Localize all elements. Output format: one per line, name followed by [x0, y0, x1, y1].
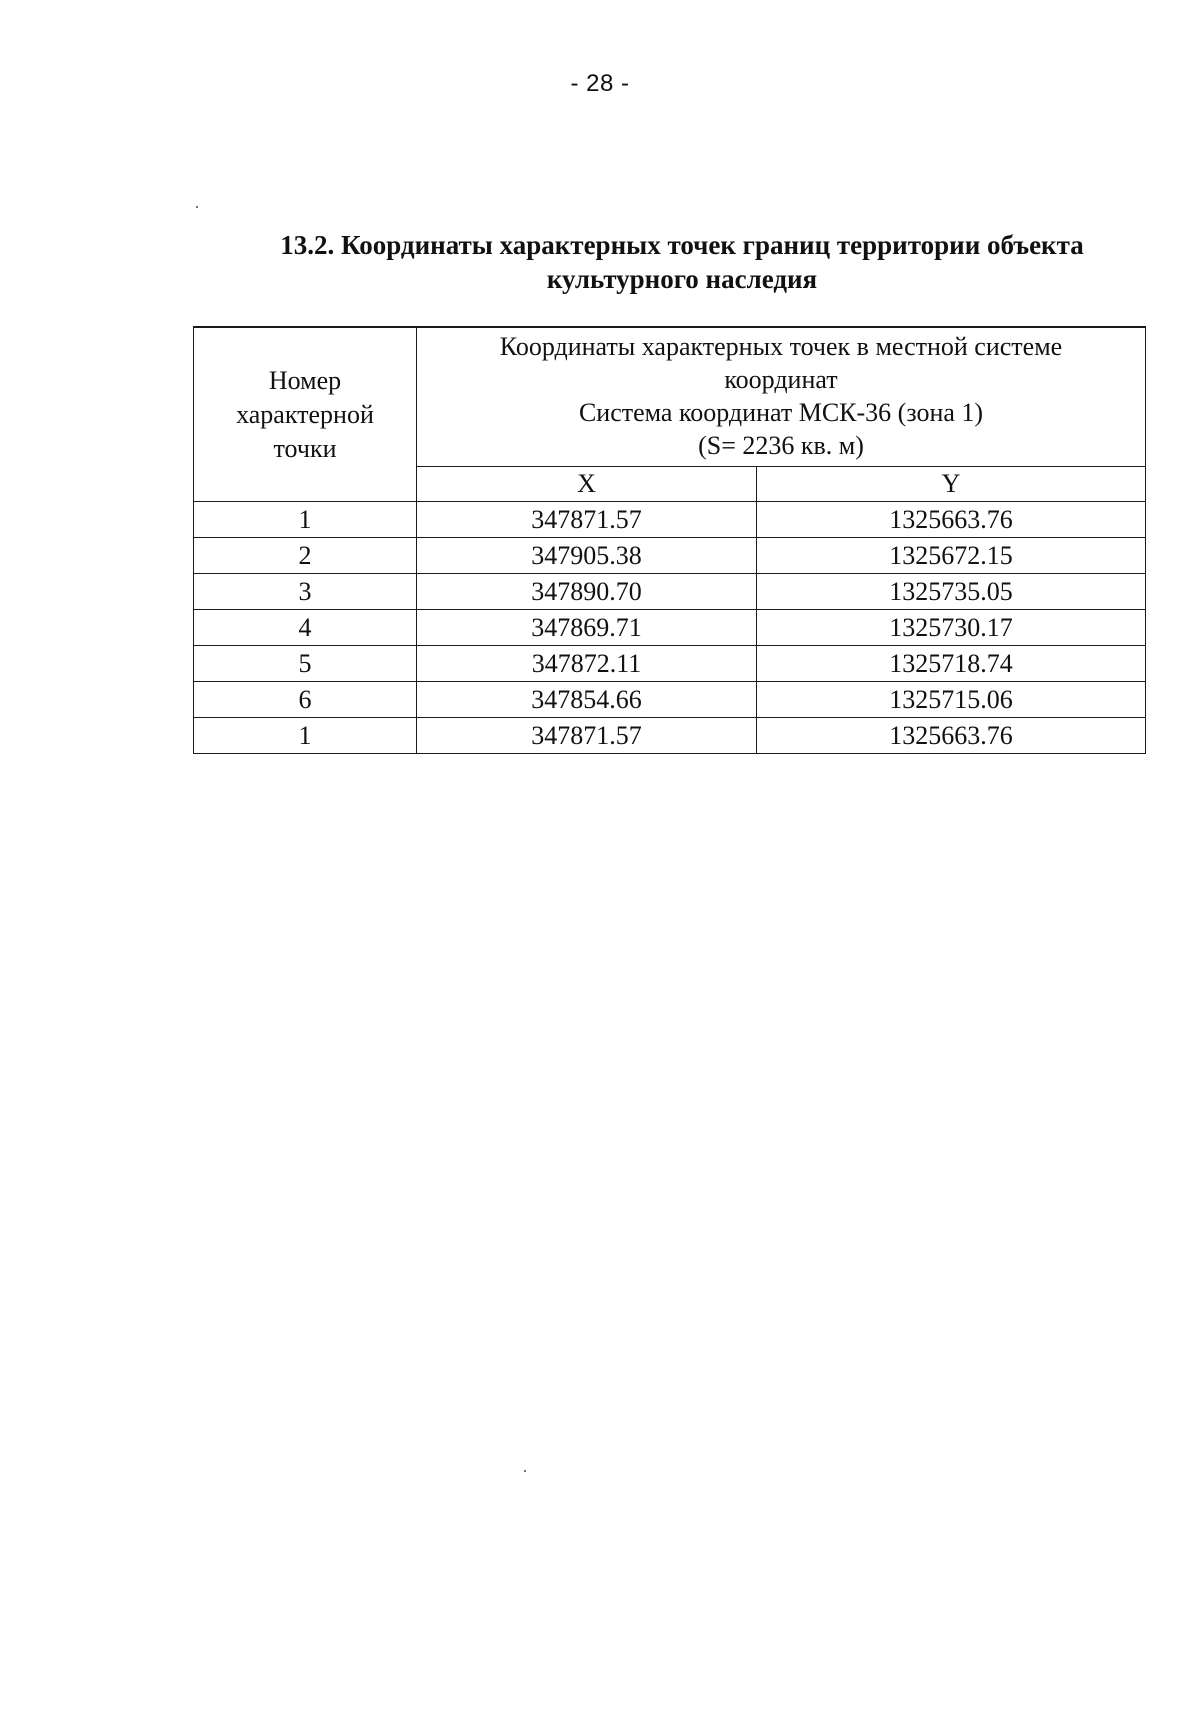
coordinates-header-line-2: координат	[724, 365, 838, 394]
x-coordinate-cell: 347890.70	[417, 574, 757, 610]
x-coordinate-cell: 347871.57	[417, 718, 757, 754]
section-title	[232, 228, 1132, 296]
point-number-header	[194, 327, 417, 502]
x-coordinate-cell: 347872.11	[417, 646, 757, 682]
x-coordinate-cell: 347869.71	[417, 610, 757, 646]
coordinates-header-line-1: Координаты характерных точек в местной системе	[499, 332, 1063, 361]
point-number-header-line-1: Номер	[268, 365, 342, 395]
point-number-cell: 6	[194, 682, 417, 718]
coordinates-header-line-3: Система координат МСК-36 (зона 1)	[578, 398, 984, 427]
x-coordinate-cell: 347871.57	[417, 502, 757, 538]
table-row	[194, 574, 1146, 610]
table-row	[194, 502, 1146, 538]
coordinates-header-line-4: (S= 2236 кв. м)	[698, 431, 864, 460]
table-row	[194, 682, 1146, 718]
table-row	[194, 538, 1146, 574]
y-coordinate-cell: 1325663.76	[757, 718, 1146, 754]
point-number-header-line-3: точки	[273, 433, 337, 463]
scan-speck	[196, 206, 198, 208]
table-row	[194, 718, 1146, 754]
point-number-cell: 1	[194, 718, 417, 754]
point-number-cell: 4	[194, 610, 417, 646]
page-number: - 28 -	[570, 70, 630, 97]
table-row	[194, 610, 1146, 646]
y-coordinate-cell: 1325735.05	[757, 574, 1146, 610]
table-header-row	[194, 327, 1146, 467]
y-column-header: Y	[757, 467, 1146, 502]
point-number-cell: 2	[194, 538, 417, 574]
y-coordinate-cell: 1325672.15	[757, 538, 1146, 574]
x-coordinate-cell: 347854.66	[417, 682, 757, 718]
table-row	[194, 646, 1146, 682]
scan-speck	[524, 1470, 526, 1472]
x-column-header: X	[417, 467, 757, 502]
y-coordinate-cell: 1325663.76	[757, 502, 1146, 538]
point-number-cell: 1	[194, 502, 417, 538]
y-coordinate-cell: 1325715.06	[757, 682, 1146, 718]
point-number-cell: 5	[194, 646, 417, 682]
point-number-cell: 3	[194, 574, 417, 610]
y-coordinate-cell: 1325730.17	[757, 610, 1146, 646]
y-coordinate-cell: 1325718.74	[757, 646, 1146, 682]
coordinates-header	[417, 327, 1146, 467]
x-coordinate-cell: 347905.38	[417, 538, 757, 574]
coordinates-table	[193, 326, 1146, 754]
section-title-line-2: культурного наследия	[546, 264, 818, 294]
section-title-line-1: 13.2. Координаты характерных точек границ территории объекта	[280, 230, 1084, 260]
point-number-header-line-2: характерной	[236, 399, 374, 429]
